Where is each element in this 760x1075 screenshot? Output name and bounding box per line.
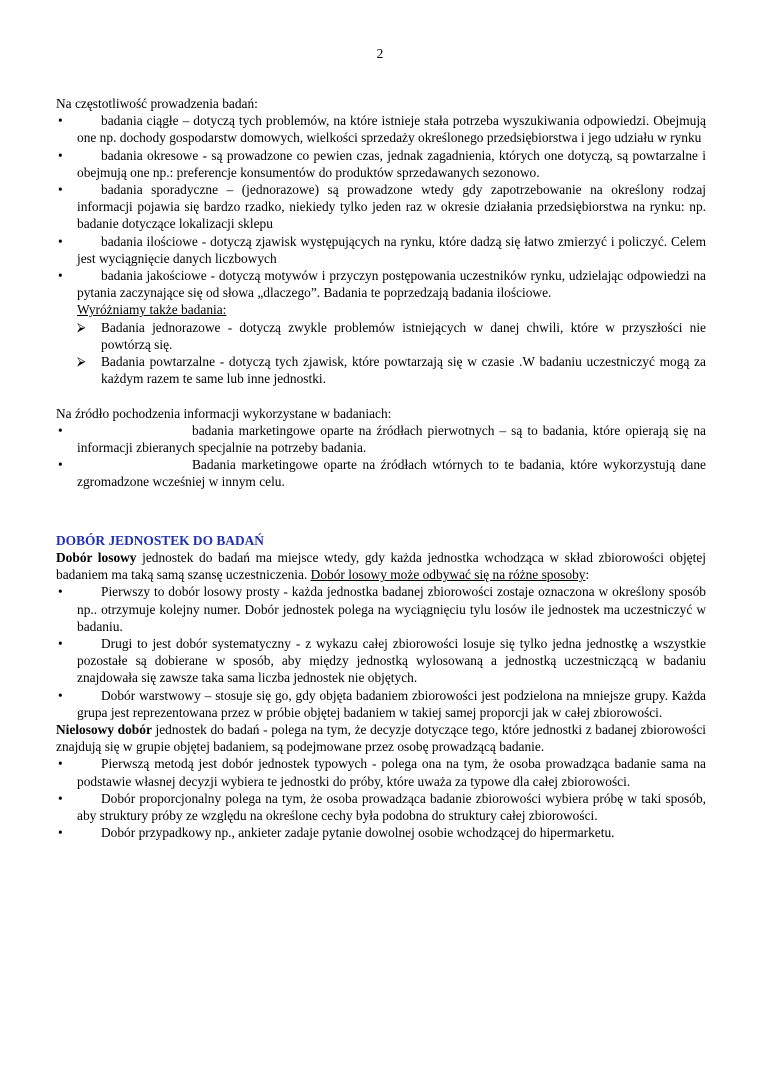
list-item: • Dobór proporcjonalny polega na tym, że osoba prowadząca badanie zbiorowości wybiera próbę w taki sposób, aby struktury próby ze względu na określone cechy była podobna do struktury całej zbiorowości. xyxy=(58,790,706,824)
bullet-icon: • xyxy=(58,422,63,438)
bullet-icon: • xyxy=(58,268,63,284)
bullet-icon: • xyxy=(58,825,63,841)
list-item: • Pierwszą metodą jest dobór jednostek typowych - polega ona na tym, że osoba prowadząca badanie sama na podstawie własnej decyzji wybiera te jednostki do próby, które uważa za typowe dla całej zbiorowości. xyxy=(58,756,706,789)
list-item: • badania ilościowe - dotyczą zjawisk występujących na rynku, które dadzą się łatwo zmierzyć i policzyć. Celem jest wyciągnięcie danych liczbowych xyxy=(58,233,706,266)
list-item: • badania okresowe - są prowadzone co pewien czas, jednak zagadnienia, których one dotyczą, są powtarzalne i obejmują one np.: preferencje konsumentów do produktów sprzedawanych sezonowo. xyxy=(58,147,706,180)
sub-list-item: ⮚ Badania powtarzalne - dotyczą tych zjawisk, które powtarzają się w czasie .W badaniu uczestniczyć mogą za każdym razem te same lub inne jednostki. xyxy=(77,354,706,387)
list-item: • Pierwszy to dobór losowy prosty - każda jednostka badanej zbiorowości zostaje oznaczona w określony sposób np.. otrzymuje kolejny numer. Dobór jednostek polega na wyciągnięciu tylu losów ile jednostek ma uczestniczyć w badaniu. xyxy=(58,584,706,634)
page-number: 2 xyxy=(376,46,384,61)
list-item: • badania sporadyczne – (jednorazowe) są prowadzone wtedy gdy zapotrzebowanie na określony rodzaj informacji pojawia się bardzo rzadko, niekiedy tylko jeden raz w okresie działania przedsiębiorstwa na rynku: np. badanie dotyczące lokalizacji sklepu xyxy=(58,182,706,232)
bullet-icon: • xyxy=(58,113,63,129)
list-item: • Dobór warstwowy – stosuje się go, gdy objęta badaniem zbiorowości jest podzielona na mniejsze grupy. Każda grupa jest reprezentowana przez w próbie objętej badaniem w takiej samej proporcji jak w całej zbiorowości. xyxy=(58,687,706,720)
frequency-intro: Na częstotliwość prowadzenia badań: xyxy=(56,96,258,111)
bullet-icon: • xyxy=(58,457,63,473)
list-item: • badania jakościowe - dotyczą motywów i przyczyn postępowania uczestników rynku, udzielając odpowiedzi na pytania zaczynające się od słowa „dlaczego”. Badania te poprzedzają badania ilościowe. xyxy=(58,268,706,301)
source-intro: Na źródło pochodzenia informacji wykorzystane w badaniach: xyxy=(56,405,392,421)
arrow-bullet-icon: ⮚ xyxy=(77,354,86,369)
sub-list-item: ⮚ Badania jednorazowe - dotyczą zwykle problemów istniejących w danej chwili, które w przyszłości nie powtórzą się. xyxy=(77,319,706,352)
section-heading: DOBÓR JEDNOSTEK DO BADAŃ xyxy=(56,532,264,548)
also-label: Wyróżniamy także badania: xyxy=(77,302,227,318)
bullet-icon: • xyxy=(58,233,63,249)
document-body xyxy=(56,95,706,842)
bullet-icon: • xyxy=(58,636,63,652)
bullet-icon: • xyxy=(58,182,63,198)
list-item: • badania ciągłe – dotyczą tych problemów, na które istnieje stała potrzeba wyszukiwania odpowiedzi. Obejmują one np. dochody gospodarstw domowych, wielkości sprzedaży określonego przedsiębiorstwa i jego udziału w rynku xyxy=(58,113,706,146)
bullet-icon: • xyxy=(58,147,63,163)
list-item: • Badania marketingowe oparte na źródłach wtórnych to te badania, które wykorzystują dane zgromadzone wcześniej w innym celu. xyxy=(58,457,706,490)
list-item: • badania marketingowe oparte na źródłach pierwotnych – są to badania, które opierają się na informacji zbieranych specjalnie na potrzeby badania. xyxy=(58,422,706,456)
arrow-bullet-icon: ⮚ xyxy=(77,319,86,334)
bullet-icon: • xyxy=(58,790,63,806)
bullet-icon: • xyxy=(58,756,63,772)
bullet-icon: • xyxy=(58,687,63,703)
random-selection-paragraph: Dobór losowy jednostek do badań ma miejsce wtedy, gdy każda jednostka wchodząca w skład zbiorowości objętej badaniem ma taką samą szansę uczestniczenia. Dobór losowy może odbywać się na różne sposoby: xyxy=(56,550,706,583)
nonrandom-selection-paragraph: Nielosowy dobór jednostek do badań - polega na tym, że decyzje dotyczące tego, które jednostki z badanej zbiorowości znajdują się w grupie objętej badaniem, są podejmowane przez osobę prowadzącą badanie. xyxy=(56,722,706,755)
list-item: • Dobór przypadkowy np., ankieter zadaje pytanie dowolnej osobie wchodzącej do hipermarketu. xyxy=(58,825,615,841)
list-item: • Drugi to jest dobór systematyczny - z wykazu całej zbiorowości losuje się tylko jedna jednostkę a wszystkie pozostałe są dobierane w sposób, aby między jednostką wylosowaną a jednostką uczestniczącą w badaniu znajdowała się zawsze taka sama liczba jednostek nie objętych. xyxy=(58,636,706,686)
bullet-icon: • xyxy=(58,584,63,600)
